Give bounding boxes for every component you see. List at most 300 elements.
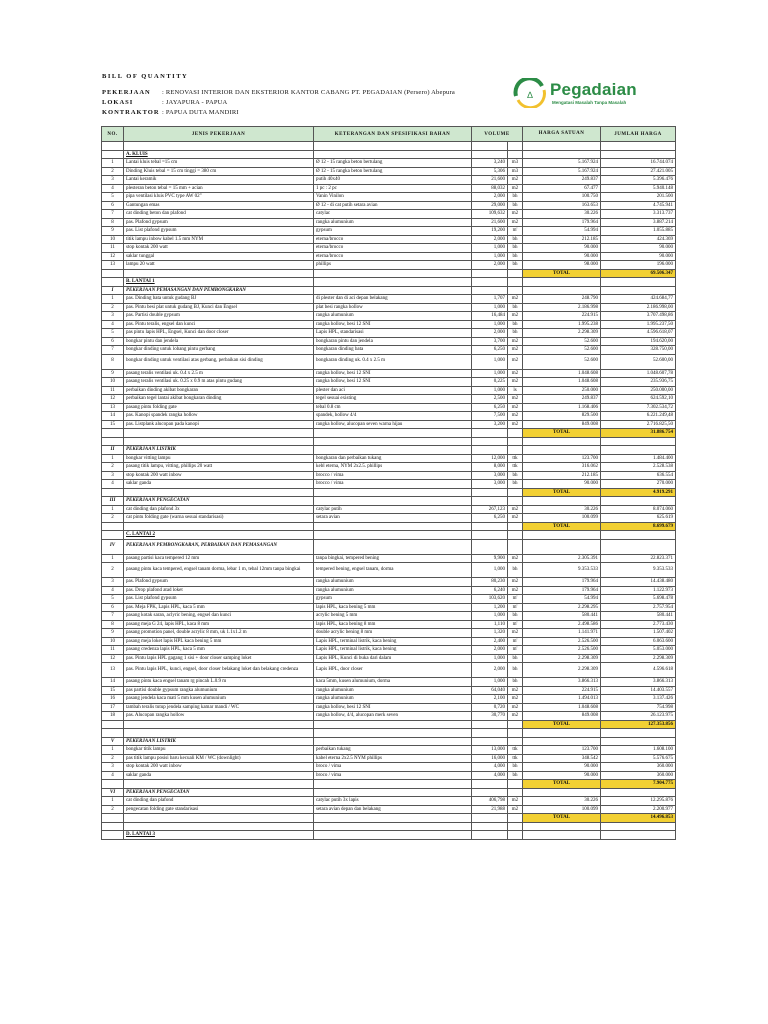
item-unit: m2 bbox=[508, 514, 523, 523]
col-header-harga-satuan: HARGA SATUAN bbox=[523, 127, 601, 142]
item-total-price: 26.123.975 bbox=[601, 712, 676, 721]
item-spec: setara avian bbox=[314, 514, 472, 523]
table-cell bbox=[523, 831, 601, 840]
item-volume: 16,000 bbox=[472, 754, 508, 763]
item-volume: 1,000 bbox=[472, 252, 508, 261]
total-row bbox=[102, 269, 676, 278]
table-cell bbox=[102, 729, 124, 738]
blank-row bbox=[102, 142, 676, 151]
table-cell bbox=[314, 446, 472, 455]
item-total-price: 1.995.237,50 bbox=[601, 320, 676, 329]
table-cell bbox=[314, 488, 472, 497]
table-cell bbox=[472, 737, 508, 746]
item-name: pas. Kanopi spandek rangka hollow bbox=[124, 412, 314, 421]
table-row bbox=[102, 703, 676, 712]
table-row bbox=[102, 514, 676, 523]
table-cell bbox=[472, 780, 508, 789]
item-volume: 29,000 bbox=[472, 201, 508, 210]
item-total-price: 270.000 bbox=[601, 480, 676, 489]
item-spec: rangka hollow, alucopan seven warna hijau bbox=[314, 420, 472, 429]
item-unit: m2 bbox=[508, 686, 523, 695]
item-spec: acrylic bening 5 mm bbox=[314, 612, 472, 621]
item-unit-price: 1.048.608 bbox=[523, 369, 601, 378]
table-row bbox=[102, 346, 676, 355]
item-volume: 3,000 bbox=[472, 480, 508, 489]
item-volume: 1,000 bbox=[472, 369, 508, 378]
item-spec: bongkaran dinding bata bbox=[314, 346, 472, 355]
item-volume: 1,320 bbox=[472, 629, 508, 638]
item-name: pasang credenza lapis HPL, kaca 5 mm bbox=[124, 646, 314, 655]
document-header bbox=[102, 72, 455, 118]
item-unit: ttk bbox=[508, 454, 523, 463]
item-spec: plester dan aci bbox=[314, 386, 472, 395]
item-name: pasang meja loket lapis HPL kaca bening 5 mm bbox=[124, 637, 314, 646]
item-spec: double acrylic bening 8 mm bbox=[314, 629, 472, 638]
item-unit: bh bbox=[508, 193, 523, 202]
item-spec: bongkaran dinding uk. 0.4 x 2.5 m bbox=[314, 354, 472, 369]
total-label: TOTAL bbox=[523, 488, 601, 497]
row-number: 3 bbox=[102, 312, 124, 321]
table-row bbox=[102, 620, 676, 629]
item-spec: tempered bening, engsel tanam, dorma bbox=[314, 563, 472, 578]
table-cell bbox=[601, 539, 676, 554]
table-cell bbox=[102, 780, 124, 789]
total-value: 69.506.347 bbox=[601, 269, 676, 278]
item-total-price: 1.055.885 bbox=[601, 227, 676, 236]
item-unit-price: 1.048.608 bbox=[523, 703, 601, 712]
item-volume: 21,988 bbox=[472, 805, 508, 814]
item-spec: brocco / vima bbox=[314, 471, 472, 480]
table-row bbox=[102, 167, 676, 176]
item-name: stop kontak 200 watt inbow bbox=[124, 763, 314, 772]
item-spec: phillips bbox=[314, 261, 472, 270]
item-spec: lapis HPL, kaca bening 8 mm bbox=[314, 620, 472, 629]
table-row bbox=[102, 612, 676, 621]
item-name: pas. Partisi double gypsum bbox=[124, 312, 314, 321]
table-cell bbox=[102, 269, 124, 278]
item-name: cat dinding dan plafond bbox=[124, 797, 314, 806]
item-unit: m2 bbox=[508, 218, 523, 227]
item-unit-price: 1.048.608 bbox=[523, 378, 601, 387]
col-header-jenis: JENIS PEKERJAAN bbox=[124, 127, 314, 142]
item-unit-price: 316.062 bbox=[523, 463, 601, 472]
item-unit-price: 2.498.586 bbox=[523, 620, 601, 629]
item-total-price: 6.221.249,48 bbox=[601, 412, 676, 421]
item-unit: m2 bbox=[508, 346, 523, 355]
table-cell bbox=[314, 278, 472, 287]
item-total-price: 2.773.430 bbox=[601, 620, 676, 629]
row-number: 2 bbox=[102, 563, 124, 578]
item-volume: 6,240 bbox=[472, 586, 508, 595]
subsection-row bbox=[102, 737, 676, 746]
row-number: V bbox=[102, 737, 124, 746]
item-unit: m2 bbox=[508, 312, 523, 321]
item-unit: m2 bbox=[508, 420, 523, 429]
item-volume: 2,000 bbox=[472, 193, 508, 202]
total-label: TOTAL bbox=[523, 429, 601, 438]
item-name: pasang titik lampu, vitting, phillips 20 watt bbox=[124, 463, 314, 472]
item-unit-price: 90.000 bbox=[523, 771, 601, 780]
table-cell bbox=[508, 286, 523, 295]
table-cell bbox=[102, 720, 124, 729]
table-cell bbox=[314, 429, 472, 438]
item-spec: tegel sesuai existing bbox=[314, 395, 472, 404]
item-unit: bh bbox=[508, 612, 523, 621]
item-spec: catylac putih 3x lapis bbox=[314, 797, 472, 806]
table-cell bbox=[472, 822, 508, 831]
row-number: 4 bbox=[102, 771, 124, 780]
row-number: 12 bbox=[102, 395, 124, 404]
item-spec: Ø 12 - 15 rangka beton bertulang bbox=[314, 159, 472, 168]
col-header-keterangan: KETERANGAN DAN SPESIFIKASI BAHAN bbox=[314, 127, 472, 142]
row-number: VI bbox=[102, 788, 124, 797]
subsection-title: PEKERJAAN PEMBONGKARAN, PERBAIKAN DAN PEMASANGAN bbox=[124, 539, 314, 554]
item-total-price: 580.441 bbox=[601, 612, 676, 621]
table-cell bbox=[508, 531, 523, 540]
table-cell bbox=[508, 831, 523, 840]
item-volume: 3,200 bbox=[472, 420, 508, 429]
row-number: 6 bbox=[102, 337, 124, 346]
item-volume: 2,100 bbox=[472, 695, 508, 704]
table-cell bbox=[124, 814, 314, 823]
header-field-lokasi bbox=[102, 98, 455, 108]
pegadaian-emblem-icon bbox=[512, 78, 548, 108]
total-value: 31.886.754 bbox=[601, 429, 676, 438]
item-volume: 406,798 bbox=[472, 797, 508, 806]
row-number: III bbox=[102, 497, 124, 506]
row-number: 12 bbox=[102, 252, 124, 261]
item-volume: 267,123 bbox=[472, 505, 508, 514]
item-volume: 13,000 bbox=[472, 746, 508, 755]
item-unit-price: 249.837 bbox=[523, 176, 601, 185]
item-unit: m2 bbox=[508, 805, 523, 814]
item-name: bongkar pintu dan jendela bbox=[124, 337, 314, 346]
item-name: perbaikan dinding akibat bongkaran bbox=[124, 386, 314, 395]
table-row bbox=[102, 159, 676, 168]
item-volume: 5,306 bbox=[472, 167, 508, 176]
row-number: 1 bbox=[102, 159, 124, 168]
row-number: 1 bbox=[102, 554, 124, 563]
item-name: pas. Pintu lapis HPL gagang 1 sisi + door closer samping loket bbox=[124, 654, 314, 663]
item-name: Dinding Kluis tebal = 15 cm tinggi = 380 cm bbox=[124, 167, 314, 176]
table-cell bbox=[124, 437, 314, 446]
item-name: pasang partisi kaca tempered 12 mm bbox=[124, 554, 314, 563]
item-unit-price: 212.185 bbox=[523, 471, 601, 480]
table-row bbox=[102, 654, 676, 663]
row-number bbox=[102, 831, 124, 840]
item-total-price: 5.940.148 bbox=[601, 184, 676, 193]
table-cell bbox=[102, 814, 124, 823]
table-cell bbox=[102, 429, 124, 438]
item-total-price: 4.596.618,07 bbox=[601, 329, 676, 338]
table-cell bbox=[508, 150, 523, 159]
row-number: 11 bbox=[102, 646, 124, 655]
item-spec: setara avian depan dan belakang bbox=[314, 805, 472, 814]
item-unit: m2 bbox=[508, 695, 523, 704]
table-row bbox=[102, 386, 676, 395]
item-unit-price: 2.305.391 bbox=[523, 554, 601, 563]
item-total-price: 1.122.973 bbox=[601, 586, 676, 595]
item-volume: 64,040 bbox=[472, 686, 508, 695]
row-number: 1 bbox=[102, 295, 124, 304]
item-spec: di plester dan di aci depan belakang bbox=[314, 295, 472, 304]
subsection-row bbox=[102, 539, 676, 554]
table-cell bbox=[508, 788, 523, 797]
row-number: 8 bbox=[102, 620, 124, 629]
table-cell bbox=[508, 429, 523, 438]
item-name: plesteran beton tebal = 15 mm + acian bbox=[124, 184, 314, 193]
section-title: A. KLUIS bbox=[124, 150, 314, 159]
item-total-price: 2.298.309 bbox=[601, 654, 676, 663]
subsection-row bbox=[102, 497, 676, 506]
table-row bbox=[102, 480, 676, 489]
item-unit: ttk bbox=[508, 463, 523, 472]
item-name: cat dinding beton dan plafond bbox=[124, 210, 314, 219]
item-name: pas. Listplank alucopan pada kanopi bbox=[124, 420, 314, 429]
item-unit-price: 224.915 bbox=[523, 312, 601, 321]
item-unit-price: 250.000 bbox=[523, 386, 601, 395]
item-unit: m3 bbox=[508, 159, 523, 168]
total-label: TOTAL bbox=[523, 780, 601, 789]
item-spec: catylac putih bbox=[314, 505, 472, 514]
item-total-price: 3.707.498,86 bbox=[601, 312, 676, 321]
item-total-price: 6.063.600 bbox=[601, 637, 676, 646]
item-spec: 1 pc : 2 pc bbox=[314, 184, 472, 193]
item-name: saklar tunggal bbox=[124, 252, 314, 261]
item-unit: m2 bbox=[508, 403, 523, 412]
item-spec: eterna/brocco bbox=[314, 252, 472, 261]
item-unit-price: 54.994 bbox=[523, 227, 601, 236]
item-name: pas. Meja FPK, Lapis HPL, kaca 5 mm bbox=[124, 603, 314, 612]
item-spec: rangka hollow, besi 12 SNI bbox=[314, 320, 472, 329]
row-number: 10 bbox=[102, 378, 124, 387]
item-spec: gypsum bbox=[314, 595, 472, 604]
row-number: 2 bbox=[102, 167, 124, 176]
item-total-price: 9.353.533 bbox=[601, 563, 676, 578]
row-number: 8 bbox=[102, 354, 124, 369]
item-unit-price: 2.186.998 bbox=[523, 303, 601, 312]
table-row bbox=[102, 505, 676, 514]
item-spec: eterna/brocco bbox=[314, 235, 472, 244]
item-spec: rangka hollow, besi 12 SNI bbox=[314, 703, 472, 712]
item-name: pas. Pintu lapis HPL, kunci, engsel, door closer belakang loket dan belakang credenza bbox=[124, 663, 314, 678]
table-cell bbox=[508, 729, 523, 738]
blank-row bbox=[102, 437, 676, 446]
item-volume: 109,632 bbox=[472, 210, 508, 219]
item-volume: 21,600 bbox=[472, 176, 508, 185]
row-number: 2 bbox=[102, 463, 124, 472]
item-total-price: 52.600,00 bbox=[601, 354, 676, 369]
item-unit-price: 1.494.013 bbox=[523, 695, 601, 704]
total-value: 4.919.291 bbox=[601, 488, 676, 497]
row-number bbox=[102, 150, 124, 159]
item-spec: Vanin Vinilon bbox=[314, 193, 472, 202]
item-volume: 6,250 bbox=[472, 514, 508, 523]
table-cell bbox=[523, 788, 601, 797]
item-unit-price: 54.994 bbox=[523, 595, 601, 604]
item-total-price: 1.484.400 bbox=[601, 454, 676, 463]
table-cell bbox=[508, 497, 523, 506]
item-spec: Lapis HPL, standarisasi bbox=[314, 329, 472, 338]
table-cell bbox=[314, 737, 472, 746]
table-cell bbox=[508, 822, 523, 831]
table-row bbox=[102, 686, 676, 695]
header-field-label: LOKASI bbox=[102, 99, 134, 106]
table-cell bbox=[314, 780, 472, 789]
item-total-price: 14.438.480 bbox=[601, 578, 676, 587]
table-row bbox=[102, 295, 676, 304]
item-name: pasang kotak saran, aclyric bening, engsel dan kunci bbox=[124, 612, 314, 621]
table-cell bbox=[472, 522, 508, 531]
table-cell bbox=[508, 437, 523, 446]
item-volume: 1,000 bbox=[472, 244, 508, 253]
table-cell bbox=[508, 278, 523, 287]
section-title: C. LANTAI 2 bbox=[124, 531, 314, 540]
item-unit: bh bbox=[508, 678, 523, 687]
item-name: pas partisi double gypsum rangka alumunium bbox=[124, 686, 314, 695]
item-name: pipa ventilasi kluis PVC type AW 02" bbox=[124, 193, 314, 202]
table-cell bbox=[601, 286, 676, 295]
item-unit: bh bbox=[508, 201, 523, 210]
table-cell bbox=[508, 780, 523, 789]
table-cell bbox=[472, 788, 508, 797]
item-unit-price: 98.000 bbox=[523, 261, 601, 270]
item-total-price: 625.619 bbox=[601, 514, 676, 523]
item-unit: bh bbox=[508, 235, 523, 244]
item-unit: bh bbox=[508, 771, 523, 780]
total-label: TOTAL bbox=[523, 814, 601, 823]
table-cell bbox=[314, 522, 472, 531]
item-spec: catylac bbox=[314, 210, 472, 219]
table-cell bbox=[314, 497, 472, 506]
item-spec: rangka alumunium bbox=[314, 586, 472, 595]
item-unit-price: 1.168.406 bbox=[523, 403, 601, 412]
row-number: 10 bbox=[102, 637, 124, 646]
item-unit-price: 90.000 bbox=[523, 244, 601, 253]
item-volume: 16,484 bbox=[472, 312, 508, 321]
row-number: 2 bbox=[102, 303, 124, 312]
table-cell bbox=[314, 531, 472, 540]
row-number: 6 bbox=[102, 603, 124, 612]
row-number: 9 bbox=[102, 629, 124, 638]
total-value: 127.353.856 bbox=[601, 720, 676, 729]
subsection-row bbox=[102, 788, 676, 797]
item-name: pasang teralis ventilasi uk. 0.4 x 2.5 m bbox=[124, 369, 314, 378]
item-unit: bh bbox=[508, 261, 523, 270]
item-name: pas. Pintu besi plat untuk gudang BJ, Kunci dan Engsel bbox=[124, 303, 314, 312]
table-cell bbox=[601, 142, 676, 151]
row-number: 7 bbox=[102, 210, 124, 219]
total-label: TOTAL bbox=[523, 522, 601, 531]
item-unit: m2 bbox=[508, 184, 523, 193]
table-cell bbox=[508, 142, 523, 151]
item-volume: 1,000 bbox=[472, 678, 508, 687]
table-cell bbox=[314, 286, 472, 295]
subsection-title: PEKERJAAN PENGECATAN bbox=[124, 497, 314, 506]
table-row bbox=[102, 369, 676, 378]
row-number: 1 bbox=[102, 505, 124, 514]
table-cell bbox=[314, 814, 472, 823]
item-unit: m2 bbox=[508, 210, 523, 219]
item-name: stop kontak 200 watt bbox=[124, 244, 314, 253]
row-number: 5 bbox=[102, 329, 124, 338]
table-cell bbox=[472, 539, 508, 554]
row-number: 13 bbox=[102, 663, 124, 678]
item-total-price: 2.528.538 bbox=[601, 463, 676, 472]
item-unit: bh bbox=[508, 563, 523, 578]
item-total-price: 14.403.557 bbox=[601, 686, 676, 695]
item-spec: kaca 5mm, kusen alumunium, dorma bbox=[314, 678, 472, 687]
table-cell bbox=[102, 437, 124, 446]
item-unit: m2 bbox=[508, 337, 523, 346]
table-cell bbox=[314, 822, 472, 831]
table-row bbox=[102, 193, 676, 202]
item-unit: bh bbox=[508, 244, 523, 253]
table-cell bbox=[523, 531, 601, 540]
item-total-price: 5.576.675 bbox=[601, 754, 676, 763]
item-name: pas. Dinding bata untuk gudang BJ bbox=[124, 295, 314, 304]
item-unit-price: 1.141.971 bbox=[523, 629, 601, 638]
table-row bbox=[102, 471, 676, 480]
item-unit-price: 163.653 bbox=[523, 201, 601, 210]
item-unit: m2 bbox=[508, 629, 523, 638]
table-cell bbox=[124, 429, 314, 438]
item-volume: 1,000 bbox=[472, 320, 508, 329]
item-total-price: 5.053.000 bbox=[601, 646, 676, 655]
item-unit: m' bbox=[508, 603, 523, 612]
item-total-price: 3.313.737 bbox=[601, 210, 676, 219]
item-name: pas titik lampu posisi baru kecuali KM / WC (downlight) bbox=[124, 754, 314, 763]
item-unit: bh bbox=[508, 763, 523, 772]
table-cell bbox=[601, 150, 676, 159]
item-volume: 1,000 bbox=[472, 386, 508, 395]
row-number: 2 bbox=[102, 514, 124, 523]
table-cell bbox=[601, 278, 676, 287]
row-number: 11 bbox=[102, 386, 124, 395]
table-cell bbox=[314, 142, 472, 151]
item-spec: bongkaran pintu dan jendela bbox=[314, 337, 472, 346]
item-unit: m2 bbox=[508, 378, 523, 387]
table-row bbox=[102, 771, 676, 780]
item-total-price: 7.302.534,72 bbox=[601, 403, 676, 412]
item-volume: 2,000 bbox=[472, 663, 508, 678]
item-unit: m2 bbox=[508, 505, 523, 514]
table-row bbox=[102, 244, 676, 253]
item-spec: gypsum bbox=[314, 227, 472, 236]
table-cell bbox=[314, 720, 472, 729]
item-name: pasang pintu kaca engsel tanam rg pincah L.0.9 m bbox=[124, 678, 314, 687]
header-field-pekerjaan bbox=[102, 88, 455, 98]
table-row bbox=[102, 201, 676, 210]
item-total-price: 2.716.825,50 bbox=[601, 420, 676, 429]
item-total-price: 360.000 bbox=[601, 771, 676, 780]
table-row bbox=[102, 312, 676, 321]
item-unit: ls bbox=[508, 386, 523, 395]
item-unit-price: 212.185 bbox=[523, 235, 601, 244]
logo-wordmark: Pegadaian bbox=[550, 80, 637, 99]
table-cell bbox=[601, 531, 676, 540]
item-total-price: 8.074.060 bbox=[601, 505, 676, 514]
table-row bbox=[102, 420, 676, 429]
table-row bbox=[102, 712, 676, 721]
row-number: 5 bbox=[102, 595, 124, 604]
table-body bbox=[102, 142, 676, 840]
table-cell bbox=[508, 522, 523, 531]
table-row bbox=[102, 235, 676, 244]
total-value: 14.496.853 bbox=[601, 814, 676, 823]
item-total-price: 27.421.005 bbox=[601, 167, 676, 176]
item-unit-price: 30.226 bbox=[523, 505, 601, 514]
